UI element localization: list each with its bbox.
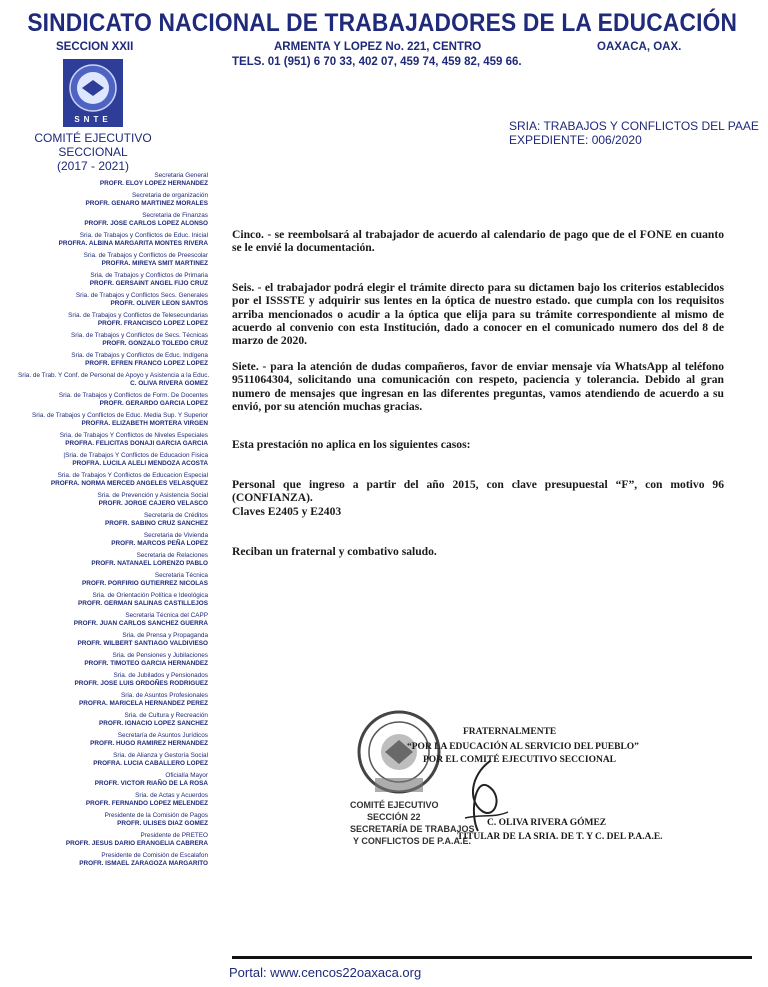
roster-entry [18,432,208,448]
stamp-line-1: COMITÉ EJECUTIVO [350,800,439,810]
roster-entry [18,852,208,868]
roster-name: PROFR. NATANAEL LORENZO PABLO [91,560,208,567]
roster-name: PROFRA. ALBINA MARGARITA MONTES RIVERA [58,240,208,247]
paragraph-seis: Seis. - el trabajador podrá elegir el trámite directo para su dictamen bajo los criterios establecidos por el ISSSTE y adquirir sus lentes en la óptica de nuestro estado. que cumpla con los requisitos arriba mencionados o acudir a la óptica que elija para su trámite correspondiente al mismo de acuerdo al convenio con esta Institución, dado a conocer en el comunicado numero dos del 8 de marzo de 2020. [232,281,724,348]
roster-role: Sria. de Asuntos Profesionales [120,692,208,699]
roster-role: Sria. de Prevención y Asistencia Social [97,492,208,499]
roster-name: PROFR. ELOY LOPEZ HERNANDEZ [99,180,208,187]
roster-name: PROFR. JORGE CAJERO VELASCO [98,500,208,507]
roster-role: Presidente de Comisión de Escalafon [101,852,208,859]
roster-entry [18,232,208,248]
comite-block [18,131,168,173]
roster-name: PROFR. JOSE CARLOS LOPEZ ALONSO [84,220,208,227]
document-title: SINDICATO NACIONAL DE TRABAJADORES DE LA EDUCACIÓN [27,9,738,37]
roster-name: PROFR. OLIVER LEON SANTOS [110,300,208,307]
roster-entry [18,712,208,728]
roster-role: Sria. de Trabajos y Conflictos de Form. De Docentes [58,392,208,399]
roster-entry [18,172,208,188]
roster-entry [18,472,208,488]
roster-entry [18,772,208,788]
roster-role: Sria. de Prensa y Propaganda [122,632,208,639]
roster-name: PROFR. WILBERT SANTIAGO VALDIVIESO [77,640,208,647]
roster-name: PROFR. SABINO CRUZ SANCHEZ [105,520,208,527]
roster-name: PROFR. GONZALO TOLEDO CRUZ [102,340,208,347]
exception-personal: Personal que ingreso a partir del año 2015, con clave presupuestal “F”, con motivo 96 (CONFIANZA). [232,478,724,505]
stamp-line-2: SECCIÓN 22 [367,812,421,822]
sria-label: SRIA: TRABAJOS Y CONFLICTOS DEL PAAE [509,119,759,133]
roster-role: |Sria. de Trabajos Y Conflictos de Educacion Fisica [63,452,208,459]
roster-role: Sria. de Trabajos y Conflictos de Educ. Media Sup. Y Superior [32,412,208,419]
stamp-line-3: SECRETARÍA DE TRABAJOS [350,824,475,834]
roster-entry [18,212,208,228]
comite-period: (2017 - 2021) [56,159,130,173]
roster-entry [18,452,208,468]
roster-name: PROFRA. LUCIA CABALLERO LOPEZ [93,760,208,767]
roster-name: PROFR. JUAN CARLOS SANCHEZ GUERRA [73,620,208,627]
roster-role: Sria. de Cultura y Recreación [124,712,208,719]
roster-name: PROFR. FERNANDO LOPEZ MELENDEZ [85,800,208,807]
roster-entry [18,752,208,768]
roster-entry [18,692,208,708]
roster-entry [18,792,208,808]
roster-name: PROFR. FRANCISCO LOPEZ LOPEZ [97,320,208,327]
roster-name: PROFR. JOSE LUIS ORDOÑES RODRIGUEZ [74,680,208,687]
roster-role: Sria. de Trabajos y Conflictos de Preescolar [83,252,208,259]
roster-name: PROFR. PORFIRIO GUTIERREZ NICOLAS [81,580,208,587]
roster-entry [18,412,208,428]
signer-name: C. OLIVA RIVERA GÓMEZ [487,818,607,828]
roster-role: Sria. de Trabajos y Conflictos Secs. Generales [75,292,208,299]
roster-name: PROFR. GENARO MARTINEZ MORALES [85,200,208,207]
roster-role: Secretaría de Créditos [144,512,208,519]
roster-role: Sria. de Actas y Acuerdos [135,792,208,799]
roster-entry [18,312,208,328]
roster-entry [18,552,208,568]
roster-role: Secretaria de Relaciones [136,552,208,559]
roster-entry [18,832,208,848]
closing-by: POR EL COMITÉ EJECUTIVO SECCIONAL [423,755,617,765]
roster-entry [18,672,208,688]
expediente: EXPEDIENTE: 006/2020 [509,133,642,147]
roster-role: Sria. de Orientación Política e Ideológica [92,592,208,599]
roster-name: PROFR. GERSAINT ANGEL FIJO CRUZ [89,280,208,287]
section-label: SECCION XXII [56,41,134,53]
roster-entry [18,572,208,588]
roster-name: PROFR. JESUS DARIO ERANGELIA CABRERA [65,840,208,847]
paragraph-exceptions-intro: Esta prestación no aplica en los siguientes casos: [232,438,471,451]
paragraph-cinco: Cinco. - se reembolsará al trabajador de acuerdo al calendario de pago que de el FONE en cuanto se le envié la documentación. [232,228,724,255]
roster-name: PROFR. IGNACIO LOPEZ SANCHEZ [99,720,208,727]
roster-name: C. OLIVA RIVERA GOMEZ [130,380,208,387]
roster-name: PROFR. EFREN FRANCO LOPEZ LOPEZ [85,360,208,367]
roster-list [18,172,208,872]
roster-entry [18,612,208,628]
roster-name: PROFR. MARCOS PEÑA LOPEZ [111,540,208,547]
roster-role: Secretaria Técnica del CAPP [125,612,208,619]
roster-entry [18,632,208,648]
roster-name: PROFR. VICTOR RIAÑO DE LA ROSA [94,780,208,787]
roster-role: Sria. de Trabajos y Conflictos de Secs. Técnicas [71,332,208,339]
roster-name: PROFR. TIMOTEO GARCIA HERNANDEZ [84,660,208,667]
roster-name: PROFRA. NORMA MERCED ANGELES VELASQUEZ [50,480,208,487]
roster-entry [18,332,208,348]
roster-name: PROFR. ISMAEL ZARAGOZA MARGARITO [79,860,208,867]
roster-role: Presidente de la Comisión de Pagos [104,812,208,819]
stamp-line-4: Y CONFLICTOS DE P.A.A.E. [353,836,472,846]
roster-role: Sria. de Trabajos y Conflictos de Primaria [90,272,208,279]
roster-entry [18,492,208,508]
roster-entry [18,352,208,368]
address: ARMENTA Y LOPEZ No. 221, CENTRO [274,41,482,53]
closing-fraternal: FRATERNALMENTE [463,727,557,737]
roster-entry [18,732,208,748]
roster-entry [18,392,208,408]
roster-role: Secretaria General [154,172,208,179]
roster-role: Secretaria de organización [131,192,208,199]
roster-role: Presidente de PRETEO [140,832,208,839]
closing-motto: “POR LA EDUCACIÓN AL SERVICIO DEL PUEBLO” [407,742,639,752]
roster-name: PROFR. GERARDO GARCIA LOPEZ [99,400,208,407]
roster-name: PROFRA. ELIZABETH MORTERA VIRGEN [81,420,208,427]
logo-text: SNTE [74,115,112,124]
roster-role: Sria. de Trab. Y Conf. de Personal de Apoyo y Asistencia a la Educ. [18,372,210,379]
roster-role: Secretaria de Finanzas [142,212,208,219]
roster-role: Sria. de Jubilados y Pensionados [113,672,208,679]
exception-claves: Claves E2405 y E2403 [232,504,342,518]
roster-entry [18,292,208,308]
roster-role: Sria. de Trabajos y Conflictos de Telesecundarias [68,312,208,319]
roster-role: Sria. de Alianza y Gestoría Social [113,752,208,759]
roster-entry [18,372,208,388]
roster-role: Sria. de Trabajos y Conflictos de Educ. Inicial [79,232,208,239]
roster-role: Sria. de Trabajos Y Conflictos de Niveles Especiales [59,432,208,439]
paragraph-exceptions [232,478,724,518]
roster-name: PROFRA. LUCILA ALELI MENDOZA ACOSTA [72,460,208,467]
comite-title: COMITÉ EJECUTIVO SECCIONAL [34,131,152,159]
roster-entry [18,192,208,208]
roster-role: Secretaría de Asuntos Jurídicos [117,732,208,739]
roster-entry [18,252,208,268]
roster-name: PROFR. HUGO RAMIREZ HERNANDEZ [90,740,208,747]
roster-name: PROFRA. MARICELA HERNANDEZ PEREZ [79,700,208,707]
roster-name: PROFRA. MIREYA SMIT MARTINEZ [101,260,208,267]
roster-name: PROFR. GERMAN SALINAS CASTILLEJOS [78,600,208,607]
roster-role: Secretaria de Vivienda [143,532,208,539]
roster-entry [18,512,208,528]
roster-role: Sria. de Trabajos Y Conflictos de Educacion Especial [57,472,208,479]
roster-entry [18,272,208,288]
roster-role: Secretaria Técnica [154,572,208,579]
roster-name: PROFRA. FELICITAS DONAJI GARCIA GARCIA [65,440,208,447]
roster-entry [18,532,208,548]
roster-role: Sria. de Trabajos y Conflictos de Educ. Indígena [71,352,208,359]
signer-title: TITULAR DE LA SRIA. DE T. Y C. DEL P.A.A.E. [457,832,663,842]
footer-rule [232,956,752,959]
paragraph-siete: Siete. - para la atención de dudas compañeros, favor de enviar mensaje vía WhatsApp al teléfono 9511064304, solicitando una comunicación con respeto, paciencia y tolerancia. Debido al gran numero de mensajes que ingresan en las diferentes preguntas, vamos atendiendo de acuerdo a su envió, por su atención muchas gracias. [232,360,724,413]
portal-link[interactable]: Portal: www.cencos22oaxaca.org [229,965,422,980]
roster-name: PROFR. ULISES DIAZ GOMEZ [117,820,208,827]
snte-logo [62,58,124,128]
phones: TELS. 01 (951) 6 70 33, 402 07, 459 74, 459 82, 459 66. [232,56,522,68]
roster-entry [18,812,208,828]
roster-role: Sria. de Pensiones y Jubilaciones [112,652,208,659]
paragraph-saludo: Reciban un fraternal y combativo saludo. [232,545,437,558]
city: OAXACA, OAX. [597,41,682,53]
roster-entry [18,592,208,608]
roster-entry [18,652,208,668]
signature-block [345,706,663,866]
roster-role: Oficialía Mayor [165,772,208,779]
